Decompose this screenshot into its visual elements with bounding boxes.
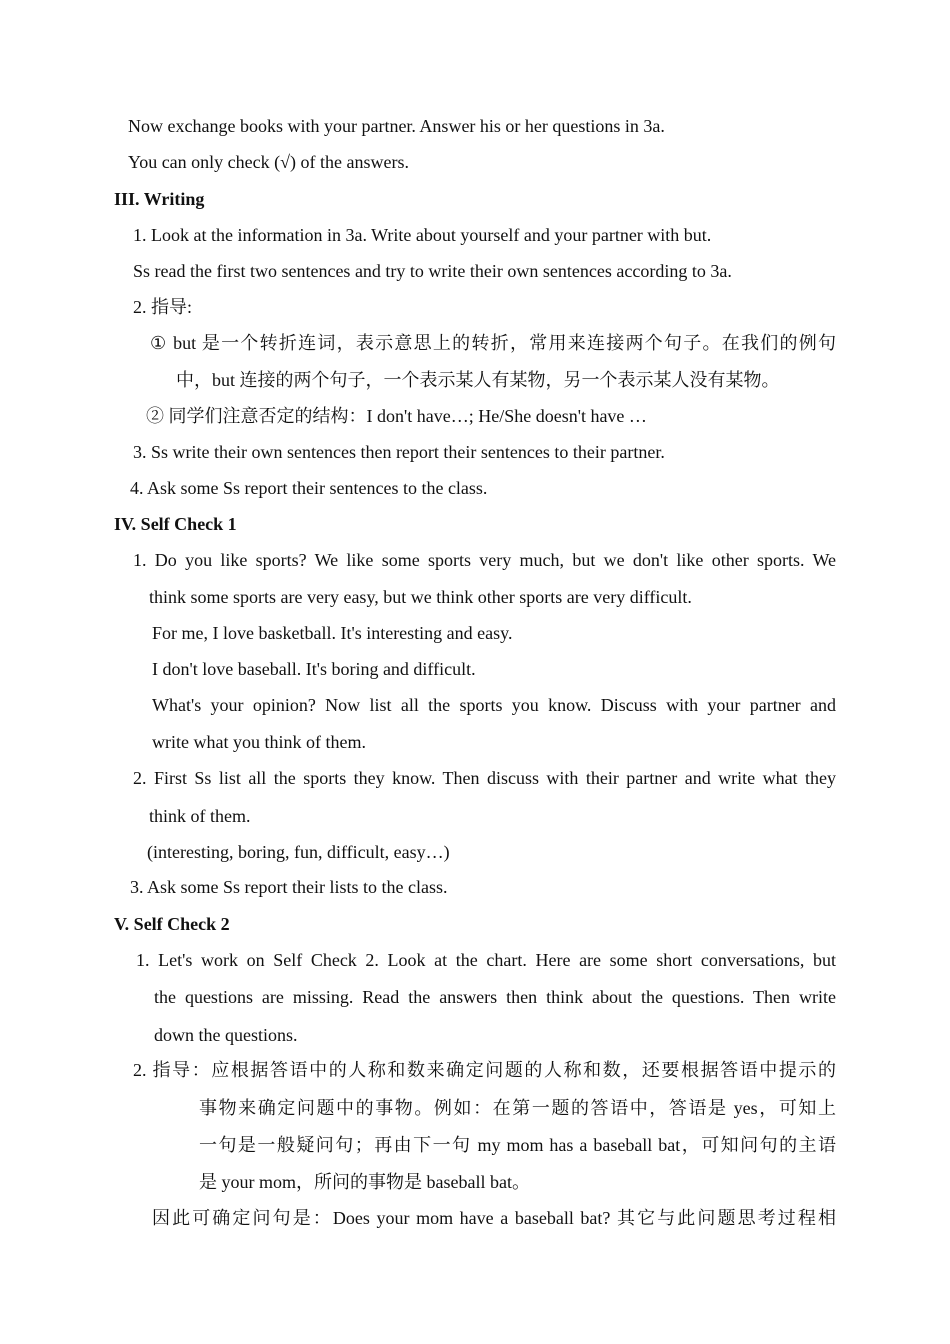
section-heading-writing: III. Writing	[114, 189, 205, 209]
text-line: 3. Ss write their own sentences then report their sentences to their partner.	[133, 442, 665, 462]
text-line: down the questions.	[154, 1025, 298, 1045]
text-line: 是 your mom，所问的事物是 baseball bat。	[199, 1172, 530, 1192]
section-heading-self-check-1: IV. Self Check 1	[114, 514, 237, 534]
text-line: 1. Look at the information in 3a. Write about yourself and your partner with but.	[133, 225, 712, 245]
text-line: 事物来确定问题中的事物。例如：在第一题的答语中，答语是 yes，可知上	[199, 1098, 836, 1118]
text-line: (interesting, boring, fun, difficult, easy…)	[147, 842, 450, 862]
text-line: write what you think of them.	[152, 732, 366, 752]
text-line: 中，but 连接的两个句子，一个表示某人有某物，另一个表示某人没有某物。	[176, 370, 780, 390]
text-line: Now exchange books with your partner. Answer his or her questions in 3a.	[128, 116, 665, 136]
text-line: 1. Do you like sports? We like some sports very much, but we don't like other sports. We	[133, 550, 836, 570]
text-line: 2. 指导:	[133, 297, 193, 317]
text-line: 2. 指导：应根据答语中的人称和数来确定问题的人称和数，还要根据答语中提示的	[133, 1060, 836, 1080]
text-line: You can only check (√) of the answers.	[128, 152, 409, 172]
section-heading-self-check-2: V. Self Check 2	[114, 914, 230, 934]
text-line: think of them.	[149, 806, 251, 826]
text-line: 因此可确定问句是：Does your mom have a baseball bat? 其它与此问题思考过程相	[152, 1208, 836, 1228]
text-line: 一句是一般疑问句；再由下一句 my mom has a baseball bat，可知问句的主语	[199, 1135, 836, 1155]
text-line: For me, I love basketball. It's interesting and easy.	[152, 623, 513, 643]
text-line: 1. Let's work on Self Check 2. Look at the chart. Here are some short conversations, but	[136, 950, 836, 970]
text-line: What's your opinion? Now list all the sports you know. Discuss with your partner and	[152, 695, 836, 715]
text-line: ① but 是一个转折连词，表示意思上的转折，常用来连接两个句子。在我们的例句	[150, 333, 836, 353]
text-line: ② 同学们注意否定的结构：I don't have…; He/She doesn't have …	[146, 406, 647, 426]
text-line: 4. Ask some Ss report their sentences to the class.	[130, 478, 488, 498]
text-line: I don't love baseball. It's boring and difficult.	[152, 659, 476, 679]
text-line: 3. Ask some Ss report their lists to the class.	[130, 877, 448, 897]
text-line: 2. First Ss list all the sports they know. Then discuss with their partner and write what they	[133, 768, 836, 788]
text-line: think some sports are very easy, but we think other sports are very difficult.	[149, 587, 692, 607]
text-line: the questions are missing. Read the answers then think about the questions. Then write	[154, 987, 836, 1007]
text-line: Ss read the first two sentences and try to write their own sentences according to 3a.	[133, 261, 732, 281]
